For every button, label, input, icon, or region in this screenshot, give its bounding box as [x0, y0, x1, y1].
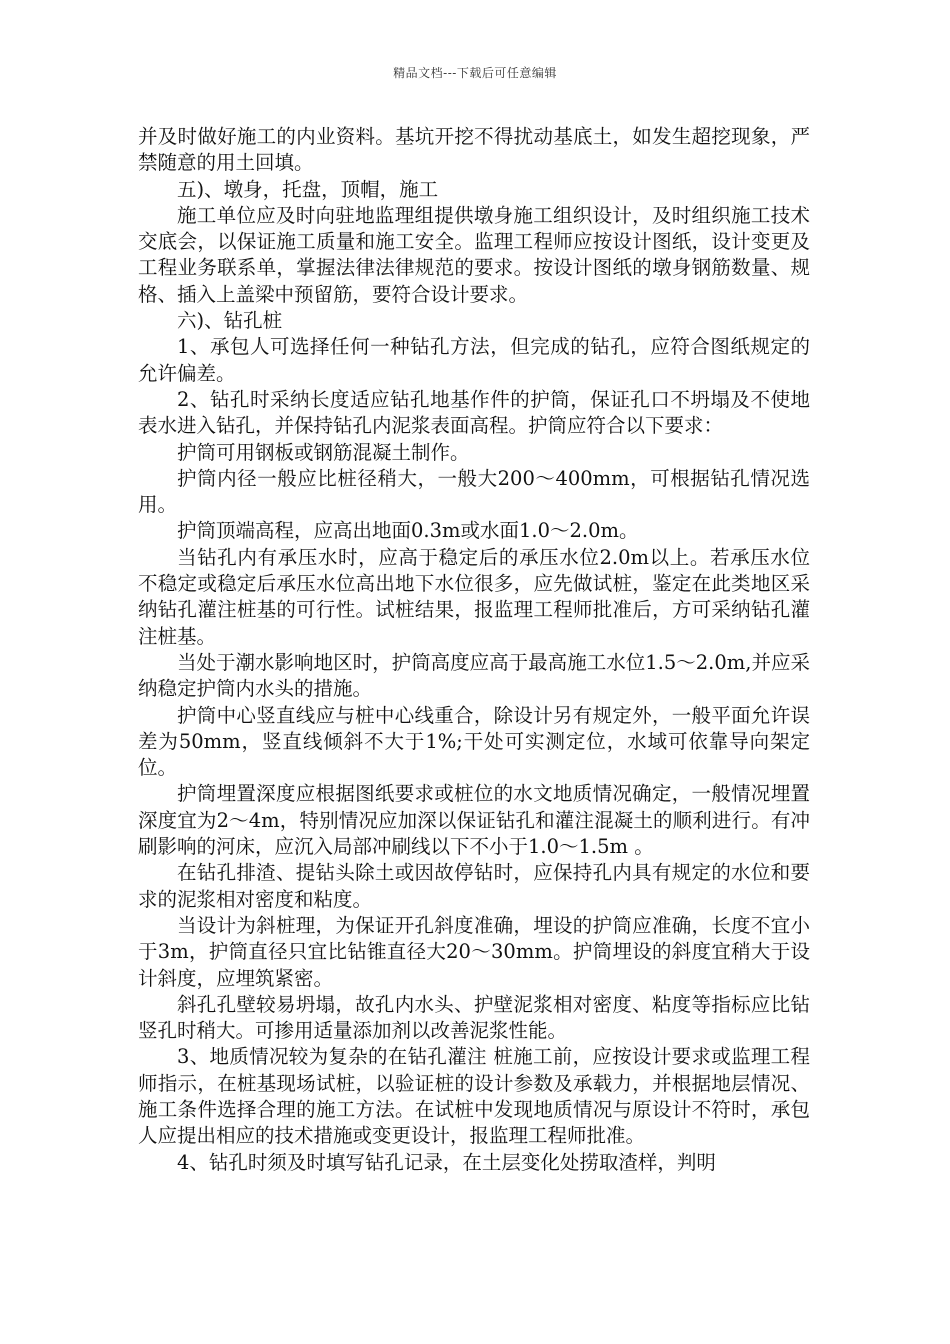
section-heading: 五)、墩身，托盘，顶帽，施工 — [177, 177, 439, 201]
paragraph: 护筒可用钢板或钢筋混凝土制作。 — [177, 440, 470, 464]
paragraph: 护筒内径一般应比桩径稍大，一般大200～400mm，可根据钻孔情况选用。 — [138, 466, 810, 517]
section-heading: 六)、钻孔桩 — [177, 309, 283, 333]
paragraph: 1、承包人可选择任何一种钻孔方法，但完成的钻孔，应符合图纸规定的允许偏差。 — [138, 335, 810, 385]
paragraph: 施工单位应及时向驻地监理组提供墩身施工组织设计，及时组织施工技术交底会，以保证施工质量和施工安全。监理工程师应按设计图纸，设计变更及工程业务联系单，掌握法律法律规范的要求。按设计图纸的墩身钢筋数量、规格、插入上盖梁中预留筋，要符合设计要求。 — [138, 203, 810, 306]
paragraph: 当钻孔内有承压水时，应高于稳定后的承压水位2.0m以上。若承压水位不稳定或稳定后承压水位高出地下水位很多，应先做试桩，鉴定在此类地区采纳钻孔灌注桩基的可行性。试桩结果，报监理工程师批准后，方可采纳钻孔灌注桩基。 — [138, 545, 810, 648]
paragraph: 在钻孔排渣、提钻头除土或因故停钻时，应保持孔内具有规定的水位和要求的泥浆相对密度和粘度。 — [138, 861, 810, 911]
paragraph: 护筒中心竖直线应与桩中心线重合，除设计另有规定外，一般平面允许误差为50mm，竖直线倾斜不大于1%;干处可实测定位，水域可依靠导向架定位。 — [138, 703, 810, 780]
paragraph: 3、地质情况较为复杂的在钻孔灌注 桩施工前，应按设计要求或监理工程师指示，在桩基现场试桩，以验证桩的设计参数及承载力，并根据地层情况、施工条件选择合理的施工方法。在试桩中发现地质情况与原设计不符时，承包人应提出相应的技术措施或变更设计，报监理工程师批准。 — [138, 1045, 810, 1148]
document-body — [138, 124, 810, 1176]
paragraph: 并及时做好施工的内业资料。基坑开挖不得扰动基底土，如发生超挖现象，严禁随意的用土回填。 — [138, 125, 810, 175]
paragraph: 护筒顶端高程，应高出地面0.3m或水面1.0～2.0m。 — [177, 519, 639, 543]
paragraph: 当设计为斜桩理，为保证开孔斜度准确，埋设的护筒应准确，长度不宜小于3m，护筒直径只宜比钻锥直径大20～30mm。护筒埋设的斜度宜稍大于设计斜度，应埋筑紧密。 — [138, 913, 810, 990]
paragraph: 当处于潮水影响地区时，护筒高度应高于最高施工水位1.5～2.0m,并应采纳稳定护筒内水头的措施。 — [138, 650, 810, 701]
paragraph: 4、钻孔时须及时填写钻孔记录，在土层变化处捞取渣样，判明 — [177, 1150, 716, 1174]
page-header: 精品文档---下载后可任意编辑 — [393, 66, 557, 80]
paragraph: 护筒埋置深度应根据图纸要求或桩位的水文地质情况确定，一般情况埋置深度宜为2～4m，特别情况应加深以保证钻孔和灌注混凝土的顺利进行。有冲刷影响的河床，应沉入局部冲刷线以下不小于1.0～1.5m 。 — [138, 782, 810, 859]
paragraph: 斜孔孔壁较易坍塌，故孔内水头、护壁泥浆相对密度、粘度等指标应比钻竖孔时稍大。可掺用适量添加剂以改善泥浆性能。 — [138, 992, 810, 1043]
paragraph: 2、钻孔时采纳长度适应钻孔地基作件的护筒，保证孔口不坍塌及不使地表水进入钻孔，并保持钻孔内泥浆表面高程。护筒应符合以下要求： — [138, 387, 810, 438]
